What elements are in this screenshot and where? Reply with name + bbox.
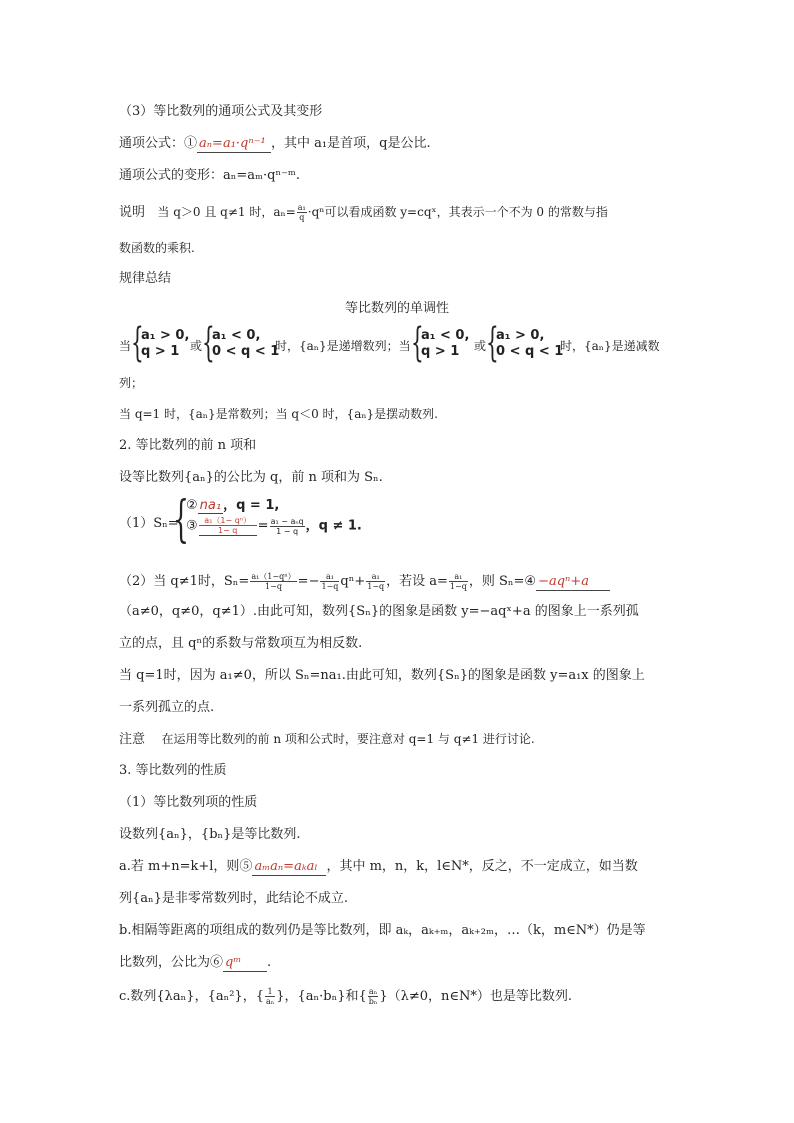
case-3b: q > 1 bbox=[421, 344, 460, 359]
property-c-frac-2 bbox=[368, 987, 379, 1006]
sn-label: （1）Sₙ= bbox=[119, 516, 179, 531]
note-text-b: ·qⁿ可以看成函数 y=cqˣ，其表示一个不为 0 的常数与指 bbox=[307, 205, 608, 219]
sn2-frac-3-num: a₁ bbox=[366, 572, 385, 582]
note-fraction-den: q bbox=[299, 213, 305, 222]
property-c-frac-2-num: aₙ bbox=[368, 987, 378, 996]
note-fraction-num: a₁ bbox=[297, 203, 306, 212]
property-a-text-a: a.若 m+n=k+l，则⑤ bbox=[119, 859, 253, 874]
case-4a: a₁ > 0, bbox=[496, 328, 545, 343]
mono-line-2: 列； bbox=[119, 376, 144, 390]
property-b-text-b: . bbox=[267, 955, 272, 970]
note-line-2: 数函数的乘积. bbox=[119, 241, 195, 255]
property-c-text-c: }（λ≠0，n∈N*）也是等比数列. bbox=[379, 989, 573, 1004]
property-c-text-a: c.数列{λaₙ}，{aₙ²}，{ bbox=[119, 989, 264, 1004]
property-1-title: （1）等比数列项的性质 bbox=[119, 795, 258, 810]
answer-blank-4: −aqⁿ+a bbox=[536, 574, 610, 591]
property-a-text-b: ，其中 m，n，k，l∈N*，反之，不一定成立，如当数 bbox=[326, 859, 638, 874]
sn2-frac-2-num: a₁ bbox=[320, 572, 339, 582]
sn2-frac-1-den: 1−q bbox=[265, 582, 282, 591]
sn-brace: { bbox=[173, 490, 189, 548]
sn-case-1-cond: ，q = 1, bbox=[223, 498, 280, 513]
general-formula-label: 通项公式： bbox=[119, 136, 185, 151]
property-c-frac-1 bbox=[265, 987, 275, 1006]
case-3a: a₁ < 0, bbox=[421, 328, 470, 343]
general-formula-line bbox=[119, 136, 431, 153]
sn2-line-1 bbox=[119, 572, 610, 591]
section-3b-title: 3. 等比数列的性质 bbox=[119, 763, 227, 778]
sn2-text-a: （2）当 q≠1时，Sₙ= bbox=[119, 574, 250, 589]
answer-blank-6: qᵐ bbox=[223, 955, 267, 972]
sn-case-2-cond: ，q ≠ 1. bbox=[305, 518, 362, 534]
note-fraction bbox=[297, 203, 307, 222]
sn-frac-2-num: a₁ − aₙq bbox=[270, 516, 304, 526]
sn-frac-2 bbox=[270, 517, 305, 536]
sn2-frac-4 bbox=[449, 572, 468, 591]
sn2-frac-2 bbox=[320, 572, 339, 591]
sn2-line-3: 立的点，且 qⁿ的系数与常数项互为相反数. bbox=[119, 636, 363, 651]
property-c-frac-2-den: bₙ bbox=[368, 997, 378, 1006]
sn2-text-b: =− bbox=[297, 574, 320, 589]
property-intro: 设数列{aₙ}，{bₙ}是等比数列. bbox=[119, 827, 301, 842]
sn2-line-4: 当 q=1时，因为 a₁≠0，所以 Sₙ=na₁.由此可知，数列{Sₙ}的图象是函数 y=a₁x 的图象上 bbox=[119, 668, 645, 683]
blank-number-3: ③ bbox=[186, 518, 198, 534]
sn2-line-2: （a≠0，q≠0，q≠1）.由此可知，数列{Sₙ}的图象是函数 y=−aqˣ+a 的图象上一系列孤 bbox=[119, 604, 639, 619]
brace-3: { bbox=[411, 320, 424, 366]
case-1b: q > 1 bbox=[141, 344, 180, 359]
property-c-frac-1-den: aₙ bbox=[265, 997, 275, 1006]
sn2-frac-3 bbox=[366, 572, 385, 591]
section-2-title: 2. 等比数列的前 n 项和 bbox=[119, 438, 257, 453]
mono-increasing: 时，{aₙ}是递增数列；当 bbox=[275, 339, 411, 353]
rule-summary-heading: 规律总结 bbox=[119, 271, 172, 286]
case-4b: 0 < q < 1 bbox=[496, 344, 564, 359]
sn2-frac-3-den: 1−q bbox=[367, 582, 385, 591]
brace-4: { bbox=[486, 320, 499, 366]
answer-blank-1: aₙ=a₁·qⁿ⁻¹ bbox=[197, 136, 271, 153]
mono-huo-2: 或 bbox=[474, 339, 487, 353]
note-line-1 bbox=[119, 203, 608, 222]
blank-number-2: ② bbox=[186, 498, 198, 513]
mono-decreasing: 时，{aₙ}是递减数 bbox=[560, 339, 660, 353]
note-label: 说明 bbox=[119, 205, 146, 220]
section-3-title: （3）等比数列的通项公式及其变形 bbox=[119, 104, 323, 119]
sn2-text-c: qⁿ+ bbox=[340, 574, 366, 589]
answer-blank-2: na₁ bbox=[199, 498, 222, 513]
answer-3-den: 1− q bbox=[217, 526, 238, 535]
sn2-frac-4-num: a₁ bbox=[449, 572, 468, 582]
note-2-line bbox=[119, 731, 535, 748]
sn2-frac-1-num: a₁（1−qⁿ） bbox=[251, 572, 296, 581]
sn-case-2-eq: = bbox=[257, 518, 269, 534]
mono-dang: 当 bbox=[119, 339, 132, 353]
case-2b: 0 < q < 1 bbox=[212, 344, 280, 359]
sn2-frac-1 bbox=[250, 572, 296, 591]
formula-variant-line: 通项公式的变形：aₙ=aₘ·qⁿ⁻ᵐ. bbox=[119, 168, 301, 183]
sn2-line-5: 一系列孤立的点. bbox=[119, 700, 215, 715]
case-1a: a₁ > 0, bbox=[141, 328, 190, 343]
case-2a: a₁ < 0, bbox=[212, 328, 261, 343]
general-formula-rest: ，其中 a₁是首项，q是公比. bbox=[271, 136, 431, 151]
property-c-text-b: }，{aₙ·bₙ}和{ bbox=[276, 989, 367, 1004]
property-c-frac-1-num: 1 bbox=[265, 987, 275, 997]
sn2-text-d: ，若设 a= bbox=[386, 574, 448, 589]
monotonicity-title: 等比数列的单调性 bbox=[344, 301, 449, 316]
note-2-label: 注意 bbox=[119, 732, 146, 747]
sn-case-1 bbox=[186, 498, 279, 514]
property-a-line-2: 列{aₙ}是非零常数列时，此结论不成立. bbox=[119, 891, 349, 906]
note-text-a: 当 q＞0 且 q≠1 时，aₙ= bbox=[157, 205, 296, 219]
blank-number-1: ① bbox=[184, 136, 198, 151]
answer-blank-5: aₘaₙ=aₖaₗ bbox=[252, 859, 326, 876]
brace-1: { bbox=[131, 320, 144, 366]
sn-case-2 bbox=[186, 516, 362, 536]
sn2-frac-4-den: 1−q bbox=[449, 582, 467, 591]
section-2-intro: 设等比数列{aₙ}的公比为 q，前 n 项和为 Sₙ. bbox=[119, 470, 383, 485]
sn2-text-e: ，则 Sₙ=④ bbox=[468, 574, 537, 589]
sn-frac-2-den: 1 − q bbox=[276, 526, 299, 536]
mono-huo: 或 bbox=[190, 339, 203, 353]
property-b-line-1: b.相隔等距离的项组成的数列仍是等比数列，即 aₖ，aₖ₊ₘ，aₖ₊₂ₘ，…（k，m∈N*）仍是等 bbox=[119, 923, 646, 938]
answer-3-num: a₁（1− qⁿ） bbox=[199, 516, 257, 526]
property-b-text-a: 比数列，公比为⑥ bbox=[119, 955, 224, 970]
note-2-text: 在运用等比数列的前 n 项和公式时，要注意对 q=1 与 q≠1 进行讨论. bbox=[161, 732, 535, 746]
answer-blank-3 bbox=[199, 516, 257, 536]
property-b-line-2 bbox=[119, 955, 271, 972]
sn2-frac-2-den: 1−q bbox=[321, 582, 339, 591]
mono-line-3: 当 q=1 时，{aₙ}是常数列；当 q＜0 时，{aₙ}是摆动数列. bbox=[119, 407, 438, 421]
property-a-line-1 bbox=[119, 859, 638, 876]
property-c-line bbox=[119, 987, 572, 1006]
brace-2: { bbox=[202, 320, 215, 366]
